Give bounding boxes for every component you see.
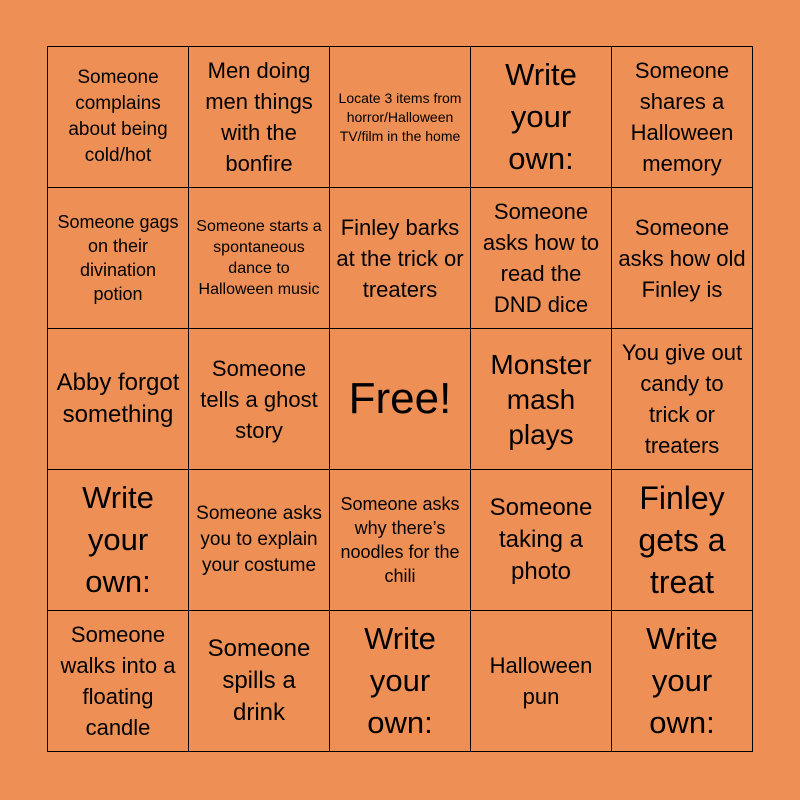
bingo-cell[interactable] xyxy=(330,470,471,611)
cell-text: Someone asks you to explain your costume xyxy=(196,503,322,576)
bingo-cell[interactable] xyxy=(330,611,471,752)
cell-text: Write your own: xyxy=(82,480,154,599)
bingo-cell[interactable] xyxy=(330,47,471,188)
bingo-cell[interactable] xyxy=(48,329,189,470)
bingo-cell[interactable] xyxy=(189,188,330,329)
cell-text: Abby forgot something xyxy=(56,369,180,428)
bingo-cell[interactable] xyxy=(189,329,330,470)
bingo-cell[interactable] xyxy=(612,188,753,329)
bingo-cell[interactable] xyxy=(471,188,612,329)
cell-text: Someone shares a Halloween memory xyxy=(630,58,734,176)
bingo-cell[interactable] xyxy=(189,47,330,188)
cell-text: Men doing men things with the bonfire xyxy=(205,58,313,176)
cell-text: Someone asks why there’s noodles for the chili xyxy=(340,494,460,586)
bingo-cell[interactable] xyxy=(471,611,612,752)
bingo-cell[interactable] xyxy=(48,611,189,752)
cell-text: Someone complains about being cold/hot xyxy=(68,67,168,166)
bingo-cell[interactable] xyxy=(48,470,189,611)
cell-text: Someone gags on their divination potion xyxy=(57,212,179,304)
cell-text: Someone spills a drink xyxy=(207,635,311,726)
cell-text: Finley gets a treat xyxy=(638,480,726,600)
bingo-cell[interactable] xyxy=(189,470,330,611)
cell-text: Someone taking a photo xyxy=(489,494,593,585)
bingo-cell[interactable] xyxy=(471,47,612,188)
bingo-cell[interactable] xyxy=(612,611,753,752)
bingo-cell[interactable] xyxy=(612,470,753,611)
cell-text: Monster mash plays xyxy=(490,348,592,450)
cell-text: Write your own: xyxy=(505,57,577,176)
cell-text: Locate 3 items from horror/Halloween TV/film in the home xyxy=(338,89,462,144)
bingo-cell[interactable] xyxy=(471,329,612,470)
bingo-cell[interactable] xyxy=(612,47,753,188)
bingo-board xyxy=(47,46,753,752)
cell-text: Finley barks at the trick or treaters xyxy=(336,214,464,302)
cell-text: Free! xyxy=(348,374,452,423)
bingo-cell[interactable] xyxy=(471,470,612,611)
bingo-cell[interactable] xyxy=(612,329,753,470)
cell-text: Someone starts a spontaneous dance to Halloween music xyxy=(196,218,322,298)
bingo-cell[interactable] xyxy=(189,611,330,752)
bingo-cell[interactable] xyxy=(48,188,189,329)
cell-text: Someone walks into a floating candle xyxy=(60,622,176,740)
cell-text: Someone tells a ghost story xyxy=(200,355,318,443)
free-space[interactable] xyxy=(330,329,471,470)
bingo-cell[interactable] xyxy=(48,47,189,188)
cell-text: Someone asks how old Finley is xyxy=(618,214,746,302)
cell-text: Halloween pun xyxy=(489,653,593,709)
cell-text: Write your own: xyxy=(646,621,718,740)
bingo-cell[interactable] xyxy=(330,188,471,329)
cell-text: Someone asks how to read the DND dice xyxy=(482,199,600,317)
cell-text: Write your own: xyxy=(364,621,436,740)
cell-text: You give out candy to trick or treaters xyxy=(621,340,743,458)
